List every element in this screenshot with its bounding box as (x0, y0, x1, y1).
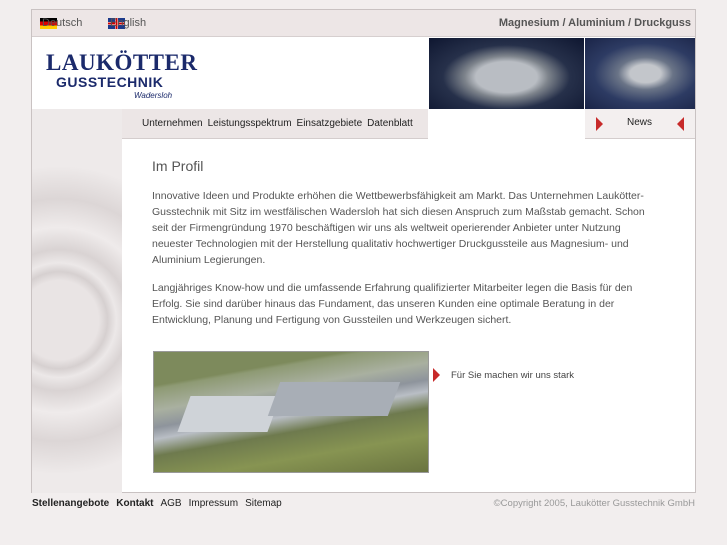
language-english[interactable] (108, 17, 146, 29)
language-english-label: English (110, 17, 147, 29)
header-photo-part (585, 38, 695, 109)
nav-item-leistungsspektrum[interactable]: Leistungsspektrum (207, 118, 292, 129)
arrow-right-icon (596, 117, 603, 131)
main-nav (122, 109, 428, 139)
arrow-right-icon (433, 368, 440, 382)
paragraph-2: Langjähriges Know-how und die umfassende Erfahrung qualifizierter Mitarbeiter legen die Basis für den Erfolg. Sie sind darüber hinaus das Fundament, das unseren Kunden eine optimale Beratung in der Entwicklung, Planung und Fertigung von Gussteilen und Werkzeugen sichert. (152, 282, 633, 326)
sidebar-decoration (32, 109, 122, 493)
nav-item-einsatzgebiete[interactable]: Einsatzgebiete (296, 118, 363, 129)
arrow-left-icon (677, 117, 684, 131)
page-title: Im Profil (152, 158, 204, 174)
footer-links (32, 498, 289, 509)
news-bar (429, 109, 585, 139)
logo[interactable] (32, 38, 428, 109)
main-content (152, 158, 652, 340)
footer-link-sitemap[interactable]: Sitemap (245, 498, 282, 509)
footer-link-kontakt[interactable]: Kontakt (116, 498, 154, 509)
logo-line2: GUSSTECHNIK (56, 74, 164, 90)
copyright: ©Copyright 2005, Laukötter Gusstechnik GmbH (493, 498, 695, 509)
top-bar (32, 10, 695, 37)
logo-line3: Wadersloh (134, 91, 173, 100)
language-deutsch-label: Deutsch (42, 17, 83, 29)
footer-link-agb[interactable]: AGB (160, 498, 182, 509)
footer-link-stellenangebote[interactable]: Stellenangebote (32, 498, 110, 509)
page-frame (31, 9, 696, 493)
stark-link[interactable]: Für Sie machen wir uns stark (451, 370, 575, 381)
building-shape (177, 396, 280, 432)
nav-item-datenblatt[interactable]: Datenblatt (367, 118, 413, 129)
logo-line1: LAUKÖTTER (46, 50, 198, 75)
tagline: Magnesium / Aluminium / Druckguss (498, 17, 691, 29)
header-photo-casting (429, 38, 584, 109)
news-box[interactable] (585, 109, 695, 139)
language-deutsch[interactable] (40, 17, 82, 29)
footer-link-impressum[interactable]: Impressum (188, 498, 239, 509)
nav-item-unternehmen[interactable]: Unternehmen (142, 118, 203, 129)
aerial-photo (153, 351, 429, 473)
news-link[interactable]: News (627, 117, 653, 128)
paragraph-1: Innovative Ideen und Produkte erhöhen die Wettbewerbsfähigkeit am Markt. Das Unternehmen Laukötter-Gusstechnik mit Sitz im westfälischen Wadersloh hat sich diesen Anspruch zum Maßstab gemacht. Schon seit der Firmengründung 1970 beschäftigen wir uns als weltweit operierender Anbieter unter Nutzung neuester Technologien mit der Herstellung qualitativ hochwertiger Druckgussteile aus Magnesium- und Aluminium Legierungen. (152, 190, 645, 266)
building-shape (268, 382, 400, 416)
